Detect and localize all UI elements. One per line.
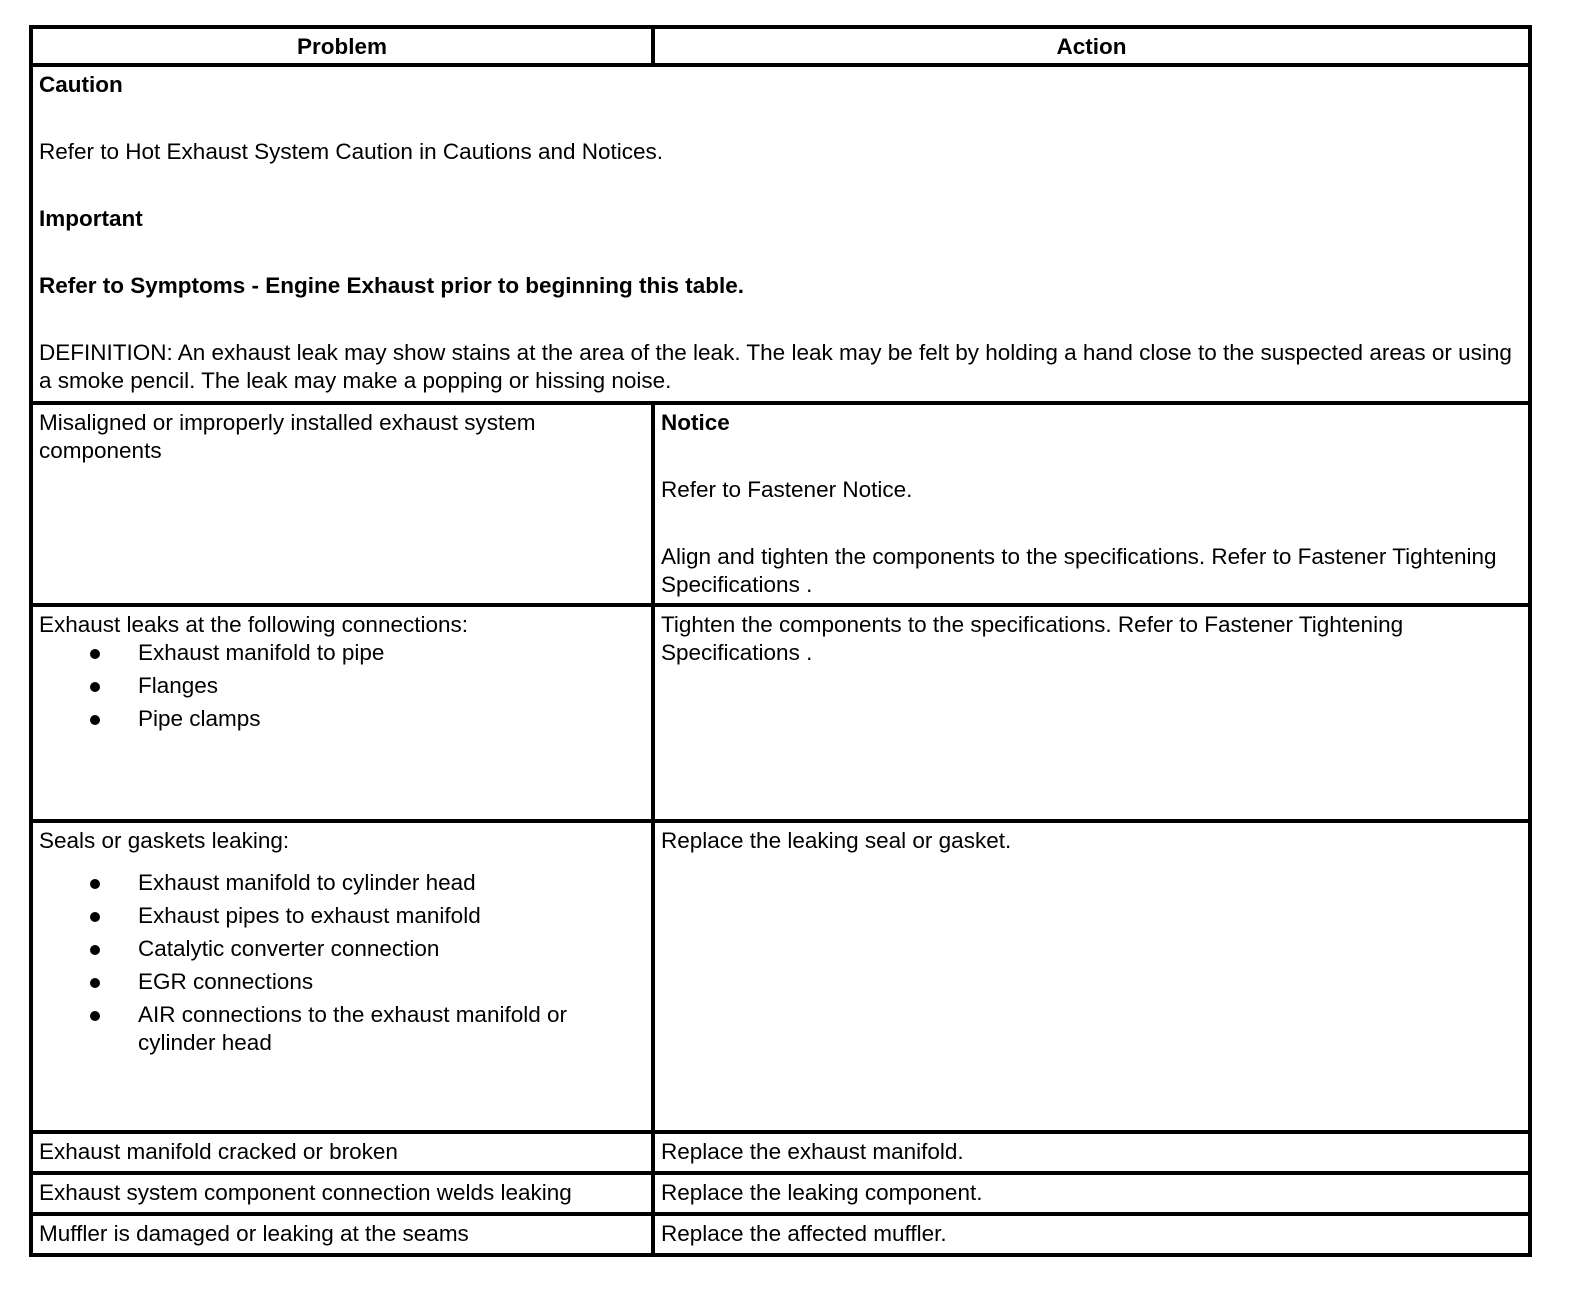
- action-cell: Replace the affected muffler.: [653, 1214, 1530, 1255]
- list-item: Exhaust pipes to exhaust manifold: [39, 902, 645, 930]
- problem-cell: [31, 403, 653, 605]
- action-text: Replace the leaking seal or gasket.: [661, 828, 1012, 853]
- action-text: Align and tighten the components to the specifications. Refer to Fastener Tightening Specifications .: [661, 544, 1497, 597]
- exhaust-leak-diagnostic-table: [29, 25, 1532, 1257]
- problem-cell: Exhaust system component connection welds leaking: [31, 1173, 653, 1214]
- list-item: Flanges: [39, 672, 645, 700]
- connection-list: [39, 639, 645, 733]
- problem-cell: Muffler is damaged or leaking at the seams: [31, 1214, 653, 1255]
- bullet-icon: [90, 1011, 100, 1021]
- notice-text: Refer to Fastener Notice.: [661, 477, 913, 502]
- notice-title: Notice: [661, 410, 730, 435]
- table-row: [31, 403, 1530, 605]
- problem-column-header: Problem: [31, 27, 653, 65]
- list-item: AIR connections to the exhaust manifold or cylinder head: [39, 1001, 645, 1057]
- important-text: Refer to Symptoms - Engine Exhaust prior to beginning this table.: [39, 273, 745, 298]
- table-row: [31, 605, 1530, 821]
- problem-text: Exhaust leaks at the following connections:: [39, 612, 469, 637]
- bullet-icon: [90, 978, 100, 988]
- problem-cell: Exhaust manifold cracked or broken: [31, 1132, 653, 1173]
- caution-text: Refer to Hot Exhaust System Caution in Cautions and Notices.: [39, 139, 664, 164]
- definition-text: DEFINITION: An exhaust leak may show stains at the area of the leak. The leak may be felt by holding a hand close to the suspected areas or using a smoke pencil. The leak may make a popping or hissing noise.: [39, 340, 1512, 393]
- table-row: [31, 821, 1530, 1132]
- important-title: Important: [39, 206, 143, 231]
- action-cell: [653, 605, 1530, 821]
- bullet-icon: [90, 682, 100, 692]
- action-cell: [653, 821, 1530, 1132]
- action-column-header: Action: [653, 27, 1530, 65]
- bullet-icon: [90, 715, 100, 725]
- list-item: Exhaust manifold to pipe: [39, 639, 645, 667]
- header-row: [31, 27, 1530, 65]
- bullet-icon: [90, 649, 100, 659]
- seal-list: [39, 869, 645, 1057]
- list-item: Exhaust manifold to cylinder head: [39, 869, 645, 897]
- list-item: Catalytic converter connection: [39, 935, 645, 963]
- problem-cell: [31, 605, 653, 821]
- table-row: [31, 1173, 1530, 1214]
- problem-text: Misaligned or improperly installed exhaust system components: [39, 410, 536, 463]
- list-item: Pipe clamps: [39, 705, 645, 733]
- table-row: [31, 1132, 1530, 1173]
- intro-cell: [31, 65, 1530, 403]
- list-item: EGR connections: [39, 968, 645, 996]
- caution-title: Caution: [39, 72, 123, 97]
- intro-row: [31, 65, 1530, 403]
- problem-cell: [31, 821, 653, 1132]
- bullet-icon: [90, 912, 100, 922]
- problem-text: Seals or gaskets leaking:: [39, 828, 290, 853]
- action-text: Tighten the components to the specifications. Refer to Fastener Tightening Specifications .: [661, 612, 1404, 665]
- table-row: [31, 1214, 1530, 1255]
- bullet-icon: [90, 945, 100, 955]
- action-cell: Replace the leaking component.: [653, 1173, 1530, 1214]
- action-cell: Replace the exhaust manifold.: [653, 1132, 1530, 1173]
- diagnostic-sheet: [29, 25, 1528, 1257]
- action-cell: [653, 403, 1530, 605]
- bullet-icon: [90, 879, 100, 889]
